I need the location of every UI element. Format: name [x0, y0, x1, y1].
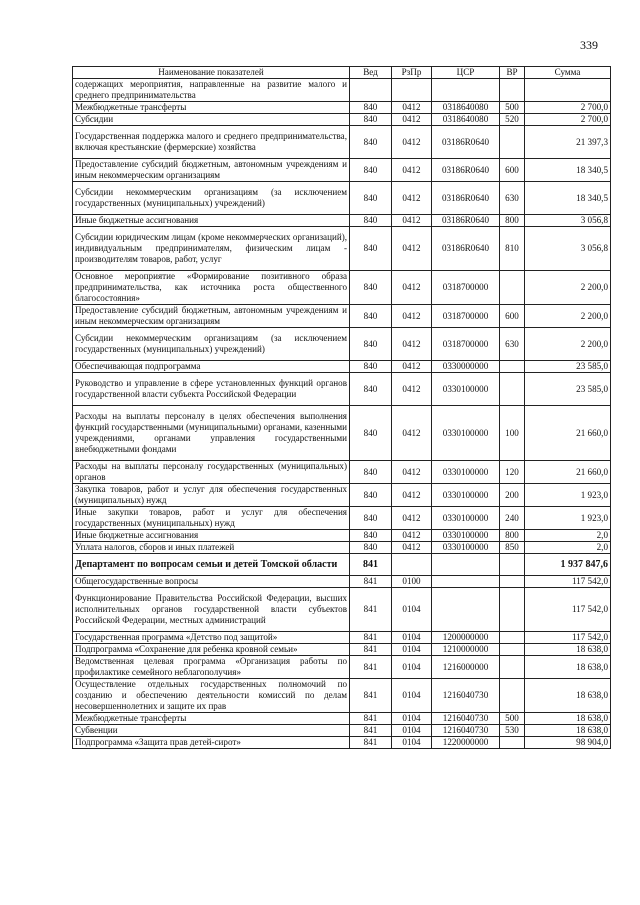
table-row [73, 679, 611, 713]
table-row [73, 656, 611, 679]
cell-rzpr: 0412 [392, 215, 432, 227]
cell-sum: 2,0 [525, 530, 611, 542]
cell-name: Предоставление субсидий бюджетным, автономным учреждениям и иным некоммерческим организациям [73, 159, 350, 182]
cell-sum: 2 700,0 [525, 114, 611, 126]
cell-ved: 840 [350, 484, 392, 507]
cell-vr [500, 679, 525, 713]
header-csr: ЦСР [432, 67, 500, 79]
cell-ved: 841 [350, 713, 392, 725]
cell-name: Основное мероприятие «Формирование позитивного образа предпринимательства, как источника роста общественного благосостояния» [73, 271, 350, 305]
cell-sum: 18 638,0 [525, 656, 611, 679]
table-row [73, 328, 611, 361]
table-row [73, 713, 611, 725]
cell-vr [500, 737, 525, 749]
cell-sum: 3 056,8 [525, 227, 611, 271]
cell-csr: 0330100000 [432, 530, 500, 542]
cell-ved [350, 79, 392, 102]
header-rzpr: РзПр [392, 67, 432, 79]
cell-rzpr: 0104 [392, 588, 432, 632]
cell-sum: 1 937 847,6 [525, 554, 611, 576]
cell-name: Руководство и управление в сфере установленных функций органов государственной власти субъекта Российской Федерации [73, 373, 350, 406]
cell-sum: 117 542,0 [525, 576, 611, 588]
table-row [73, 215, 611, 227]
table-row [73, 102, 611, 114]
table-row [73, 588, 611, 632]
cell-rzpr: 0104 [392, 656, 432, 679]
cell-ved: 840 [350, 159, 392, 182]
cell-sum: 1 923,0 [525, 507, 611, 530]
cell-csr: 1216040730 [432, 725, 500, 737]
header-sum: Сумма [525, 67, 611, 79]
table-row [73, 271, 611, 305]
cell-rzpr: 0412 [392, 373, 432, 406]
cell-csr: 03186R0640 [432, 159, 500, 182]
cell-sum: 117 542,0 [525, 588, 611, 632]
table-row [73, 725, 611, 737]
cell-vr [500, 576, 525, 588]
cell-vr [500, 271, 525, 305]
cell-vr [500, 373, 525, 406]
cell-csr [432, 79, 500, 102]
cell-csr: 1216000000 [432, 656, 500, 679]
cell-name: Функционирование Правительства Российской Федерации, высших исполнительных органов государственной власти субъектов Российской Федерации, местных администраций [73, 588, 350, 632]
cell-rzpr: 0104 [392, 679, 432, 713]
table-row [73, 79, 611, 102]
cell-rzpr: 0412 [392, 328, 432, 361]
cell-vr: 630 [500, 328, 525, 361]
cell-name: Обеспечивающая подпрограмма [73, 361, 350, 373]
table-row [73, 530, 611, 542]
cell-sum: 2 200,0 [525, 328, 611, 361]
cell-sum: 3 056,8 [525, 215, 611, 227]
cell-csr [432, 588, 500, 632]
cell-name: Иные закупки товаров, работ и услуг для обеспечения государственных (муниципальных) нужд [73, 507, 350, 530]
cell-csr: 03186R0640 [432, 215, 500, 227]
cell-name: Ведомственная целевая программа «Организация работы по профилактике семейного неблагополучия» [73, 656, 350, 679]
cell-name: Государственная поддержка малого и среднего предпринимательства, включая крестьянские (фермерские) хозяйства [73, 126, 350, 159]
cell-name: Департамент по вопросам семьи и детей Томской области [73, 554, 350, 576]
cell-vr: 600 [500, 305, 525, 328]
cell-sum: 23 585,0 [525, 361, 611, 373]
cell-rzpr [392, 79, 432, 102]
cell-ved: 840 [350, 507, 392, 530]
cell-vr: 630 [500, 182, 525, 215]
cell-vr: 600 [500, 159, 525, 182]
cell-vr [500, 632, 525, 644]
cell-csr: 0318700000 [432, 305, 500, 328]
cell-vr: 200 [500, 484, 525, 507]
cell-rzpr: 0412 [392, 530, 432, 542]
table-row [73, 227, 611, 271]
table-row [73, 406, 611, 461]
cell-vr: 800 [500, 530, 525, 542]
table-row [73, 737, 611, 749]
cell-vr: 100 [500, 406, 525, 461]
table-header-row [73, 67, 611, 79]
cell-csr: 03186R0640 [432, 126, 500, 159]
cell-name: Расходы на выплаты персоналу в целях обеспечения выполнения функций государственными (муниципальными) органами, казенными учреждениями, органами управления государственными внебюджетными фондами [73, 406, 350, 461]
cell-ved: 840 [350, 271, 392, 305]
cell-rzpr: 0412 [392, 507, 432, 530]
cell-rzpr: 0104 [392, 737, 432, 749]
cell-sum: 117 542,0 [525, 632, 611, 644]
cell-csr: 1216040730 [432, 679, 500, 713]
cell-sum: 2 200,0 [525, 271, 611, 305]
cell-name: Общегосударственные вопросы [73, 576, 350, 588]
table-row [73, 484, 611, 507]
cell-rzpr: 0104 [392, 725, 432, 737]
cell-sum: 21 660,0 [525, 406, 611, 461]
cell-csr: 03186R0640 [432, 182, 500, 215]
cell-csr [432, 576, 500, 588]
cell-name: Субсидии юридическим лицам (кроме некоммерческих организаций), индивидуальным предпринимателям, физическим лицам - производителям товаров, работ, услуг [73, 227, 350, 271]
cell-vr [500, 644, 525, 656]
cell-sum: 21 397,3 [525, 126, 611, 159]
cell-ved: 840 [350, 182, 392, 215]
cell-rzpr: 0412 [392, 159, 432, 182]
table-row [73, 361, 611, 373]
cell-csr: 1200000000 [432, 632, 500, 644]
cell-name: Осуществление отдельных государственных полномочий по созданию и обеспечению деятельности комиссий по делам несовершеннолетних и защите их прав [73, 679, 350, 713]
cell-ved: 841 [350, 588, 392, 632]
cell-rzpr: 0412 [392, 305, 432, 328]
cell-vr: 800 [500, 215, 525, 227]
cell-csr: 0330100000 [432, 542, 500, 554]
cell-ved: 840 [350, 215, 392, 227]
cell-name: Расходы на выплаты персоналу государственных (муниципальных) органов [73, 461, 350, 484]
cell-csr: 0318640080 [432, 114, 500, 126]
table-row [73, 159, 611, 182]
cell-ved: 841 [350, 576, 392, 588]
cell-ved: 840 [350, 114, 392, 126]
cell-name: Межбюджетные трансферты [73, 102, 350, 114]
cell-sum: 23 585,0 [525, 373, 611, 406]
cell-sum: 18 340,5 [525, 182, 611, 215]
cell-ved: 841 [350, 632, 392, 644]
cell-vr: 240 [500, 507, 525, 530]
cell-rzpr: 0104 [392, 632, 432, 644]
cell-csr: 0330100000 [432, 507, 500, 530]
cell-vr: 500 [500, 713, 525, 725]
cell-rzpr: 0412 [392, 361, 432, 373]
cell-vr: 850 [500, 542, 525, 554]
cell-ved: 841 [350, 737, 392, 749]
cell-rzpr: 0412 [392, 114, 432, 126]
cell-name: Субвенции [73, 725, 350, 737]
cell-sum: 18 638,0 [525, 725, 611, 737]
cell-ved: 841 [350, 644, 392, 656]
cell-csr: 1216040730 [432, 713, 500, 725]
cell-ved: 840 [350, 305, 392, 328]
cell-csr: 0330100000 [432, 373, 500, 406]
table-row [73, 182, 611, 215]
cell-csr: 0318700000 [432, 271, 500, 305]
cell-ved: 840 [350, 530, 392, 542]
table-row [73, 554, 611, 576]
cell-ved: 840 [350, 126, 392, 159]
budget-table [72, 66, 611, 749]
cell-ved: 840 [350, 373, 392, 406]
cell-rzpr: 0412 [392, 461, 432, 484]
header-name: Наименование показателей [73, 67, 350, 79]
header-vr: ВР [500, 67, 525, 79]
cell-name: содержащих мероприятия, направленные на развитие малого и среднего предпринимательства [73, 79, 350, 102]
cell-name: Предоставление субсидий бюджетным, автономным учреждениям и иным некоммерческим организациям [73, 305, 350, 328]
cell-rzpr: 0104 [392, 713, 432, 725]
cell-sum: 18 638,0 [525, 644, 611, 656]
cell-ved: 841 [350, 554, 392, 576]
cell-vr: 530 [500, 725, 525, 737]
cell-csr: 1220000000 [432, 737, 500, 749]
cell-csr [432, 554, 500, 576]
cell-rzpr: 0412 [392, 271, 432, 305]
cell-rzpr: 0412 [392, 484, 432, 507]
table-row [73, 632, 611, 644]
cell-vr [500, 361, 525, 373]
cell-vr [500, 79, 525, 102]
cell-sum: 18 340,5 [525, 159, 611, 182]
cell-csr: 0330100000 [432, 484, 500, 507]
cell-vr [500, 656, 525, 679]
cell-sum: 21 660,0 [525, 461, 611, 484]
cell-name: Иные бюджетные ассигнования [73, 530, 350, 542]
cell-vr: 500 [500, 102, 525, 114]
cell-name: Закупка товаров, работ и услуг для обеспечения государственных (муниципальных) нужд [73, 484, 350, 507]
cell-sum: 2 200,0 [525, 305, 611, 328]
cell-csr: 0330100000 [432, 406, 500, 461]
cell-vr [500, 126, 525, 159]
cell-name: Подпрограмма «Сохранение для ребенка кровной семьи» [73, 644, 350, 656]
cell-csr: 0318640080 [432, 102, 500, 114]
cell-sum: 98 904,0 [525, 737, 611, 749]
cell-sum: 2 700,0 [525, 102, 611, 114]
cell-vr: 810 [500, 227, 525, 271]
cell-csr: 0330100000 [432, 461, 500, 484]
table-row [73, 644, 611, 656]
cell-ved: 840 [350, 461, 392, 484]
cell-vr [500, 588, 525, 632]
cell-ved: 841 [350, 679, 392, 713]
cell-name: Субсидии некоммерческим организациям (за исключением государственных (муниципальных) учреждений) [73, 182, 350, 215]
header-ved: Вед [350, 67, 392, 79]
cell-vr: 120 [500, 461, 525, 484]
table-row [73, 114, 611, 126]
cell-name: Государственная программа «Детство под защитой» [73, 632, 350, 644]
cell-rzpr: 0100 [392, 576, 432, 588]
cell-name: Межбюджетные трансферты [73, 713, 350, 725]
table-row [73, 542, 611, 554]
cell-ved: 841 [350, 656, 392, 679]
cell-sum: 1 923,0 [525, 484, 611, 507]
cell-rzpr: 0412 [392, 227, 432, 271]
cell-name: Субсидии [73, 114, 350, 126]
table-row [73, 126, 611, 159]
cell-sum [525, 79, 611, 102]
cell-csr: 0330000000 [432, 361, 500, 373]
cell-vr [500, 554, 525, 576]
cell-rzpr: 0412 [392, 182, 432, 215]
cell-ved: 840 [350, 102, 392, 114]
cell-rzpr [392, 554, 432, 576]
cell-rzpr: 0412 [392, 406, 432, 461]
cell-ved: 840 [350, 328, 392, 361]
cell-sum: 18 638,0 [525, 679, 611, 713]
cell-name: Уплата налогов, сборов и иных платежей [73, 542, 350, 554]
cell-ved: 840 [350, 406, 392, 461]
cell-sum: 2,0 [525, 542, 611, 554]
cell-rzpr: 0412 [392, 102, 432, 114]
cell-csr: 03186R0640 [432, 227, 500, 271]
cell-name: Субсидии некоммерческим организациям (за исключением государственных (муниципальных) учреждений) [73, 328, 350, 361]
cell-rzpr: 0412 [392, 126, 432, 159]
table-row [73, 576, 611, 588]
page-number: 339 [580, 38, 598, 52]
cell-ved: 840 [350, 542, 392, 554]
cell-name: Подпрограмма «Защита прав детей-сирот» [73, 737, 350, 749]
cell-csr: 1210000000 [432, 644, 500, 656]
cell-name: Иные бюджетные ассигнования [73, 215, 350, 227]
cell-ved: 841 [350, 725, 392, 737]
table-row [73, 507, 611, 530]
cell-csr: 0318700000 [432, 328, 500, 361]
cell-vr: 520 [500, 114, 525, 126]
cell-sum: 18 638,0 [525, 713, 611, 725]
cell-ved: 840 [350, 361, 392, 373]
cell-rzpr: 0104 [392, 644, 432, 656]
table-row [73, 305, 611, 328]
cell-ved: 840 [350, 227, 392, 271]
table-row [73, 373, 611, 406]
cell-rzpr: 0412 [392, 542, 432, 554]
table-row [73, 461, 611, 484]
